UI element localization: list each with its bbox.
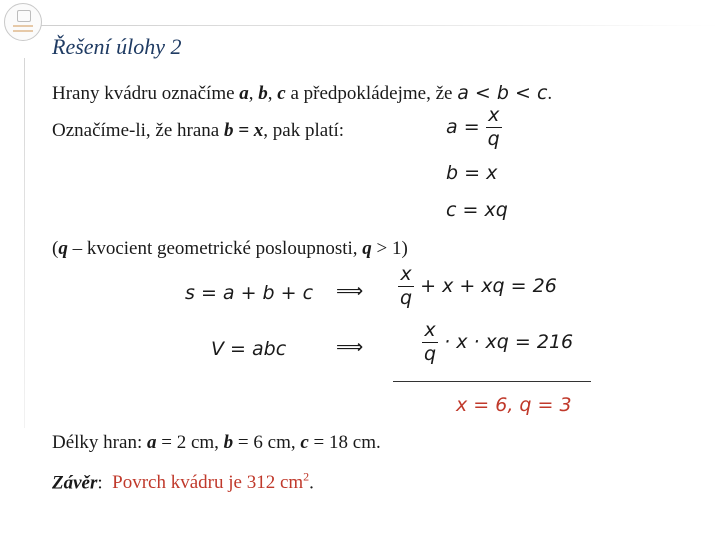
implies-arrow: ⟹ — [336, 280, 364, 302]
logo-text-line — [13, 25, 33, 27]
ineq-lt: < — [474, 82, 491, 104]
school-logo-icon — [4, 3, 42, 41]
edges-intro-line — [52, 82, 552, 105]
condition-text: > 1) — [371, 238, 408, 259]
system-row-c — [446, 199, 508, 221]
colon: : — [97, 472, 103, 494]
ineq-b: b — [496, 82, 509, 104]
denominator: q — [487, 128, 500, 150]
var-c: c — [300, 432, 309, 453]
surface-area-text: Povrch kvádru je 312 cm — [112, 472, 304, 494]
slide-frame-left — [24, 58, 25, 428]
implies-arrow: ⟹ — [336, 336, 364, 358]
edge-lengths-label: Délky hran: — [52, 432, 147, 453]
volume-equation — [422, 321, 573, 364]
substitution-text: Označíme-li, že hrana — [52, 120, 224, 141]
numerator: x — [424, 319, 436, 341]
rhs-xq: xq — [484, 199, 508, 221]
logo-emblem — [17, 10, 31, 22]
conclusion-label: Závěr — [52, 472, 98, 494]
conclusion-text — [112, 472, 309, 493]
paren-open: ( — [52, 238, 59, 259]
logo-text-line — [13, 30, 33, 32]
assume-text: a předpokládejme, že — [285, 83, 453, 104]
separator: , — [248, 83, 259, 104]
sum-definition: s = a + b + c — [185, 282, 314, 304]
inequality — [457, 82, 547, 104]
fraction-x-over-q — [486, 106, 502, 149]
period: . — [547, 83, 553, 104]
volume-rest: · x · xq = 216 — [444, 331, 574, 353]
system-row-a — [446, 106, 502, 149]
intro-text: Hrany kvádru označíme — [52, 83, 240, 104]
ineq-a: a — [457, 82, 469, 104]
quotient-definition: – kvocient geometrické posloupnosti, — [67, 238, 363, 259]
system-row-b — [446, 162, 497, 184]
slide-title: Řešení úlohy 2 — [52, 34, 182, 59]
lhs-b: b — [446, 162, 459, 184]
b-equals-x: b = x — [223, 120, 264, 141]
equals: = — [463, 116, 480, 138]
slide-frame-top — [40, 25, 720, 26]
var-a: a — [239, 83, 249, 104]
conclusion — [52, 470, 314, 494]
volume-definition: V = abc — [211, 338, 287, 360]
numerator: x — [488, 104, 500, 126]
exponent: 2 — [303, 470, 310, 484]
sum-equation — [398, 265, 557, 308]
fraction-x-over-q — [398, 265, 414, 308]
var-q: q — [362, 238, 372, 259]
ineq-c: c — [536, 82, 548, 104]
fraction-x-over-q — [422, 321, 438, 364]
period: . — [309, 472, 314, 494]
denominator: q — [400, 287, 413, 309]
separator: , — [267, 83, 278, 104]
quotient-note — [52, 238, 408, 260]
rhs-x: x — [486, 162, 498, 184]
denominator: q — [424, 343, 437, 365]
edge-c-value: = 18 cm. — [308, 432, 381, 453]
solution: x = 6, q = 3 — [456, 394, 572, 416]
then-text: , pak platí: — [263, 120, 345, 141]
equals: = — [462, 199, 479, 221]
var-a: a — [146, 432, 157, 453]
edge-lengths — [52, 432, 381, 454]
equals: = — [464, 162, 481, 184]
sum-rest: + x + xq = 26 — [420, 275, 557, 297]
edge-b-value: = 6 cm, — [233, 432, 301, 453]
ineq-lt: < — [514, 82, 531, 104]
lhs-a: a — [446, 116, 458, 138]
result-divider — [393, 381, 591, 382]
lhs-c: c — [446, 199, 457, 221]
var-b: b — [258, 83, 268, 104]
substitution-line — [52, 120, 344, 142]
var-q: q — [58, 238, 68, 259]
numerator: x — [400, 263, 412, 285]
var-b: b — [223, 432, 234, 453]
var-c: c — [277, 83, 286, 104]
edge-a-value: = 2 cm, — [156, 432, 224, 453]
